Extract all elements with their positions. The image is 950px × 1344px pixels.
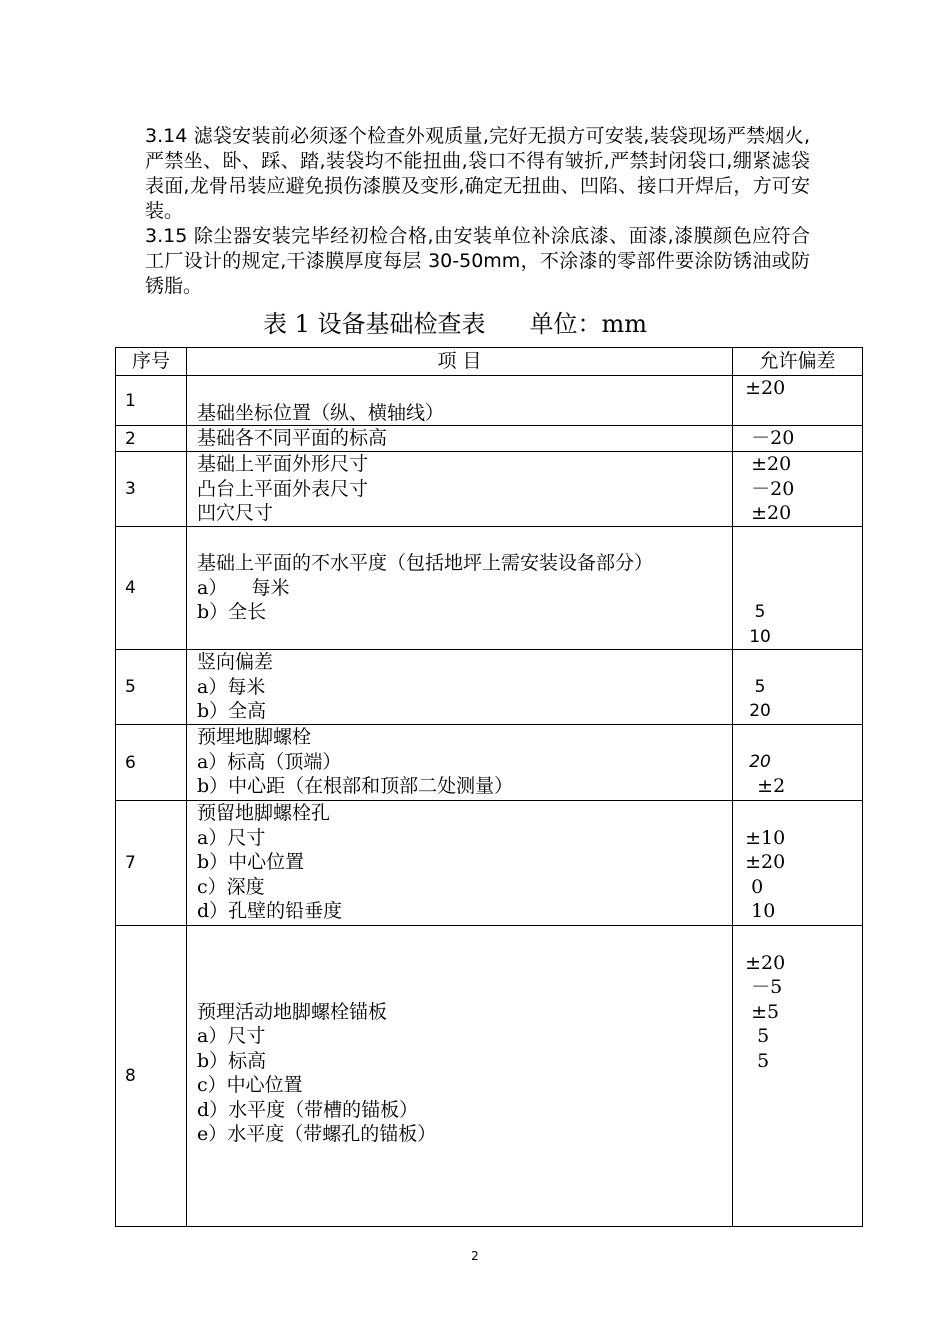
row-tolerances xyxy=(733,526,863,650)
row-tolerances xyxy=(733,926,863,1227)
tolerance-value: 5 xyxy=(733,676,766,697)
item-line: 预埋地脚螺栓 xyxy=(197,726,312,748)
tolerance-value: 20 xyxy=(733,751,771,772)
row-items xyxy=(187,801,733,926)
item-line: b）中心位置 xyxy=(197,851,305,873)
tolerance-value: 5 xyxy=(733,602,766,622)
item-line xyxy=(197,975,732,1000)
table-title: 表 1 设备基础检查表 xyxy=(262,310,486,338)
item-line: 基础坐标位置（纵、横轴线） xyxy=(197,401,445,424)
tolerance-value: ±20 xyxy=(733,453,792,475)
item-line: 基础各不同平面的标高 xyxy=(197,427,388,449)
row-number: 8 xyxy=(116,926,187,1227)
table-row xyxy=(116,725,863,801)
table-caption xyxy=(0,309,910,339)
tolerance-value: ±10 xyxy=(733,826,786,849)
header-tolerance: 允许偏差 xyxy=(733,348,863,376)
tolerance-value xyxy=(733,725,862,750)
row-tolerances xyxy=(733,376,863,426)
equipment-foundation-table xyxy=(115,347,863,1227)
item-line: 基础上平面外形尺寸 xyxy=(197,453,369,475)
item-line: d）孔壁的铅垂度 xyxy=(197,900,343,922)
tolerance-value: ±20 xyxy=(733,851,786,873)
table-row xyxy=(116,801,863,926)
row-tolerances xyxy=(733,801,863,926)
tolerance-value: 0 xyxy=(733,875,764,898)
tolerance-value: ±20 xyxy=(733,951,786,974)
row-tolerances xyxy=(733,650,863,725)
item-line xyxy=(197,951,732,976)
row-number: 4 xyxy=(116,526,187,650)
row-number: 7 xyxy=(116,801,187,926)
header-item: 项 目 xyxy=(187,348,733,376)
tolerance-value: ±20 xyxy=(733,377,786,399)
item-line: a） 每米 xyxy=(197,576,290,599)
row-number: 3 xyxy=(116,452,187,527)
row-items xyxy=(187,926,733,1227)
row-items xyxy=(187,452,733,527)
table-row xyxy=(116,650,863,725)
table-row xyxy=(116,526,863,650)
item-line: a）尺寸 xyxy=(197,1025,266,1047)
item-line xyxy=(197,527,732,552)
item-line: 预理活动地脚螺栓锚板 xyxy=(197,1000,388,1023)
item-line: e）水平度（带螺孔的锚板） xyxy=(197,1123,437,1145)
item-line: 凸台上平面外表尺寸 xyxy=(197,477,369,500)
tolerance-value: －5 xyxy=(733,976,783,998)
row-items xyxy=(187,376,733,426)
table-row xyxy=(116,426,863,452)
item-line: b）全长 xyxy=(197,601,267,623)
row-number: 6 xyxy=(116,725,187,801)
row-items xyxy=(187,650,733,725)
tolerance-value: 10 xyxy=(733,900,776,922)
tolerance-value: 10 xyxy=(733,626,771,647)
row-items xyxy=(187,526,733,650)
page-number: 2 xyxy=(471,1249,479,1263)
item-line: 凹穴尺寸 xyxy=(197,502,274,524)
tolerance-value: 20 xyxy=(733,701,771,721)
item-line xyxy=(197,926,732,951)
tolerance-value: －20 xyxy=(733,427,795,449)
tolerance-value: ±20 xyxy=(733,502,792,524)
tolerance-value xyxy=(733,926,862,951)
tolerance-value: ±5 xyxy=(733,1000,780,1023)
item-line xyxy=(197,376,732,401)
row-tolerances xyxy=(733,426,863,452)
table-row xyxy=(116,376,863,426)
item-line: 竖向偏差 xyxy=(197,651,274,673)
tolerance-value: ±2 xyxy=(733,775,786,797)
item-line: c）中心位置 xyxy=(197,1074,303,1096)
item-line: a）每米 xyxy=(197,675,266,698)
row-items xyxy=(187,426,733,452)
row-tolerances xyxy=(733,725,863,801)
tolerance-value: －20 xyxy=(733,477,795,500)
table-unit: 单位：mm xyxy=(529,310,648,338)
row-tolerances xyxy=(733,452,863,527)
row-number: 2 xyxy=(116,426,187,452)
table-row xyxy=(116,452,863,527)
table-header-row xyxy=(116,348,863,376)
table-row xyxy=(116,926,863,1227)
item-line: d）水平度（带槽的锚板） xyxy=(197,1098,419,1121)
paragraph-3-15: 3.15 除尘器安装完毕经初检合格,由安装单位补涂底漆、面漆,漆膜颜色应符合工厂设计的规定,干漆膜厚度每层 30-50mm，不涂漆的零部件要涂防锈油或防锈脂。 xyxy=(145,225,810,297)
item-line: 基础上平面的不水平度（包括地坪上需安装设备部分） xyxy=(197,552,654,574)
tolerance-value: 5 xyxy=(733,1025,770,1047)
tolerance-value xyxy=(733,576,862,601)
item-line: c）深度 xyxy=(197,875,265,898)
item-line: b）中心距（在根部和顶部二处测量） xyxy=(197,775,514,797)
item-line: b）标高 xyxy=(197,1049,267,1072)
tolerance-value xyxy=(733,527,862,552)
item-line: a）标高（顶端） xyxy=(197,750,342,773)
row-items xyxy=(187,725,733,801)
row-number: 5 xyxy=(116,650,187,725)
tolerance-value: 5 xyxy=(733,1049,770,1072)
item-line: 预留地脚螺栓孔 xyxy=(197,802,331,824)
tolerance-value xyxy=(733,650,862,675)
item-line: a）尺寸 xyxy=(197,826,266,849)
row-number: 1 xyxy=(116,376,187,426)
item-line: b）全高 xyxy=(197,700,267,722)
tolerance-value xyxy=(733,801,862,826)
paragraph-3-14: 3.14 滤袋安装前必须逐个检查外观质量,完好无损方可安装,装袋现场严禁烟火,严禁坐、卧、踩、踏,装袋均不能扭曲,袋口不得有皱折,严禁封闭袋口,绷紧滤袋表面,龙骨吊装应避免损伤漆膜及变形,确定无扭曲、凹陷、接口开焊后，方可安装。 xyxy=(145,125,810,222)
tolerance-value xyxy=(733,551,862,576)
header-number: 序号 xyxy=(116,348,187,376)
